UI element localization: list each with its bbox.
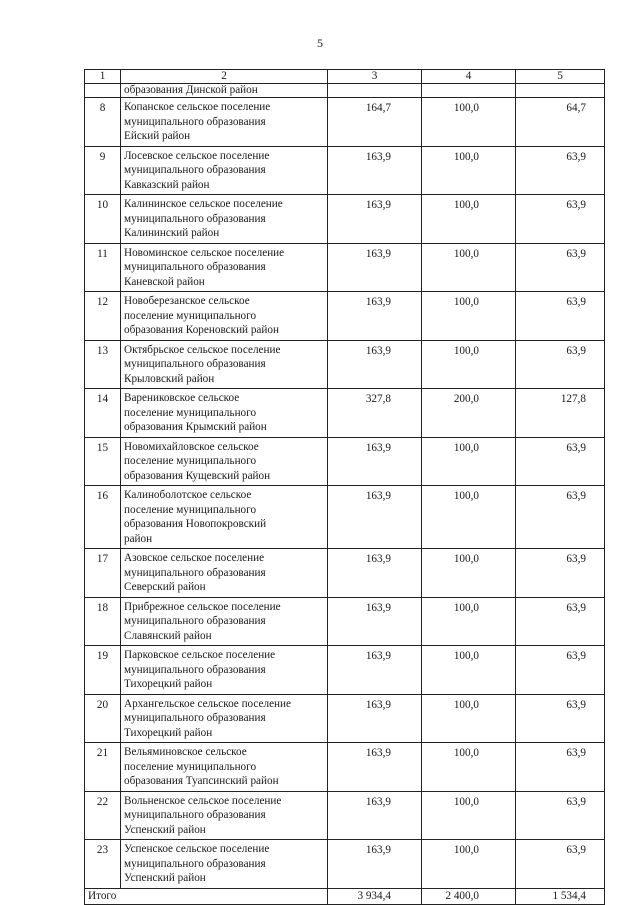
row-number: 23 bbox=[85, 840, 121, 889]
table-row bbox=[85, 292, 605, 341]
settlement-name: Азовское сельское поселение муниципального образования Северский район bbox=[121, 549, 328, 598]
value-col4: 100,0 bbox=[422, 597, 516, 646]
value-col3: 163,9 bbox=[328, 146, 422, 195]
settlement-name: Новоминское сельское поселение муниципального образования Каневской район bbox=[121, 243, 328, 292]
value-col3: 163,9 bbox=[328, 743, 422, 792]
value-col5: 64,7 bbox=[516, 98, 605, 147]
value-col4: 200,0 bbox=[422, 389, 516, 438]
value-col4: 100,0 bbox=[422, 840, 516, 889]
value-col5: 63,9 bbox=[516, 549, 605, 598]
table-row bbox=[85, 243, 605, 292]
table-row bbox=[85, 646, 605, 695]
value-col4: 100,0 bbox=[422, 549, 516, 598]
table-row bbox=[85, 549, 605, 598]
row-number: 11 bbox=[85, 243, 121, 292]
value-col5: 63,9 bbox=[516, 694, 605, 743]
row-number: 19 bbox=[85, 646, 121, 695]
value-col3: 163,9 bbox=[328, 597, 422, 646]
table-row bbox=[85, 840, 605, 889]
settlement-name: Калининское сельское поселение муниципального образования Калининский район bbox=[121, 195, 328, 244]
value-col5: 63,9 bbox=[516, 243, 605, 292]
settlement-name: Успенское сельское поселение муниципального образования Успенский район bbox=[121, 840, 328, 889]
value-col3: 163,9 bbox=[328, 840, 422, 889]
total-c3: 3 934,4 bbox=[328, 888, 422, 904]
value-col4: 100,0 bbox=[422, 791, 516, 840]
header-cell: 5 bbox=[516, 70, 605, 84]
value-col5: 127,8 bbox=[516, 389, 605, 438]
value-col3: 163,9 bbox=[328, 243, 422, 292]
table-row bbox=[85, 340, 605, 389]
total-c5: 1 534,4 bbox=[516, 888, 605, 904]
table-row bbox=[85, 98, 605, 147]
value-col5: 63,9 bbox=[516, 646, 605, 695]
table-row bbox=[85, 389, 605, 438]
row-number: 8 bbox=[85, 98, 121, 147]
value-col3: 163,9 bbox=[328, 486, 422, 549]
table-row bbox=[85, 486, 605, 549]
settlement-name: Копанское сельское поселение муниципального образования Ейский район bbox=[121, 98, 328, 147]
value-col4: 100,0 bbox=[422, 195, 516, 244]
value-col4: 100,0 bbox=[422, 146, 516, 195]
allocation-table bbox=[84, 69, 605, 905]
value-col5: 63,9 bbox=[516, 437, 605, 486]
value-col3: 163,9 bbox=[328, 437, 422, 486]
settlement-name: Вельяминовское сельское поселение муниципального образования Туапсинский район bbox=[121, 743, 328, 792]
row-number: 22 bbox=[85, 791, 121, 840]
row-number: 18 bbox=[85, 597, 121, 646]
settlement-name: Октябрьское сельское поселение муниципального образования Крыловский район bbox=[121, 340, 328, 389]
header-cell: 4 bbox=[422, 70, 516, 84]
value-col3: 163,9 bbox=[328, 694, 422, 743]
settlement-name: Новоберезанское сельское поселение муниципального образования Кореновский район bbox=[121, 292, 328, 341]
table-header-row bbox=[85, 70, 605, 84]
value-col5: 63,9 bbox=[516, 791, 605, 840]
table-row bbox=[85, 694, 605, 743]
value-col3: 163,9 bbox=[328, 646, 422, 695]
row-number: 9 bbox=[85, 146, 121, 195]
value-col3: 163,9 bbox=[328, 791, 422, 840]
settlement-name: Лосевское сельское поселение муниципального образования Кавказский район bbox=[121, 146, 328, 195]
settlement-name: Прибрежное сельское поселение муниципального образования Славянский район bbox=[121, 597, 328, 646]
value-col5: 63,9 bbox=[516, 292, 605, 341]
row-number: 21 bbox=[85, 743, 121, 792]
settlement-name: Парковское сельское поселение муниципального образования Тихорецкий район bbox=[121, 646, 328, 695]
settlement-name: Калиноболотское сельское поселение муниципального образования Новопокровский район bbox=[121, 486, 328, 549]
table-row bbox=[85, 437, 605, 486]
value-col5: 63,9 bbox=[516, 195, 605, 244]
value-col3: 163,9 bbox=[328, 549, 422, 598]
row-number: 12 bbox=[85, 292, 121, 341]
row-number: 10 bbox=[85, 195, 121, 244]
value-col4: 100,0 bbox=[422, 743, 516, 792]
value-col5: 63,9 bbox=[516, 340, 605, 389]
row-number: 14 bbox=[85, 389, 121, 438]
value-col4: 100,0 bbox=[422, 243, 516, 292]
value-col5: 63,9 bbox=[516, 743, 605, 792]
table-row bbox=[85, 743, 605, 792]
settlement-name: Новомихайловское сельское поселение муниципального образования Кущевский район bbox=[121, 437, 328, 486]
value-col4: 100,0 bbox=[422, 486, 516, 549]
row-number: 15 bbox=[85, 437, 121, 486]
continuation-text: образования Динской район bbox=[121, 84, 328, 98]
total-label: Итого bbox=[85, 888, 328, 904]
table-row bbox=[85, 146, 605, 195]
value-col4: 100,0 bbox=[422, 646, 516, 695]
settlement-name: Вольненское сельское поселение муниципального образования Успенский район bbox=[121, 791, 328, 840]
table-row bbox=[85, 597, 605, 646]
continuation-row bbox=[85, 84, 605, 98]
value-col3: 163,9 bbox=[328, 340, 422, 389]
value-col3: 163,9 bbox=[328, 195, 422, 244]
settlement-name: Варениковское сельское поселение муниципального образования Крымский район bbox=[121, 389, 328, 438]
page-number: 5 bbox=[317, 36, 323, 50]
value-col3: 164,7 bbox=[328, 98, 422, 147]
settlement-name: Архангельское сельское поселение муниципального образования Тихорецкий район bbox=[121, 694, 328, 743]
value-col3: 327,8 bbox=[328, 389, 422, 438]
row-number: 20 bbox=[85, 694, 121, 743]
total-row bbox=[85, 888, 605, 904]
value-col5: 63,9 bbox=[516, 597, 605, 646]
value-col4: 100,0 bbox=[422, 98, 516, 147]
value-col4: 100,0 bbox=[422, 292, 516, 341]
value-col5: 63,9 bbox=[516, 840, 605, 889]
header-cell: 1 bbox=[85, 70, 121, 84]
row-number: 17 bbox=[85, 549, 121, 598]
header-cell: 3 bbox=[328, 70, 422, 84]
total-c4: 2 400,0 bbox=[422, 888, 516, 904]
header-cell: 2 bbox=[121, 70, 328, 84]
row-number: 13 bbox=[85, 340, 121, 389]
table-row bbox=[85, 195, 605, 244]
table-row bbox=[85, 791, 605, 840]
value-col5: 63,9 bbox=[516, 486, 605, 549]
value-col5: 63,9 bbox=[516, 146, 605, 195]
value-col4: 100,0 bbox=[422, 340, 516, 389]
row-number: 16 bbox=[85, 486, 121, 549]
value-col3: 163,9 bbox=[328, 292, 422, 341]
value-col4: 100,0 bbox=[422, 694, 516, 743]
value-col4: 100,0 bbox=[422, 437, 516, 486]
